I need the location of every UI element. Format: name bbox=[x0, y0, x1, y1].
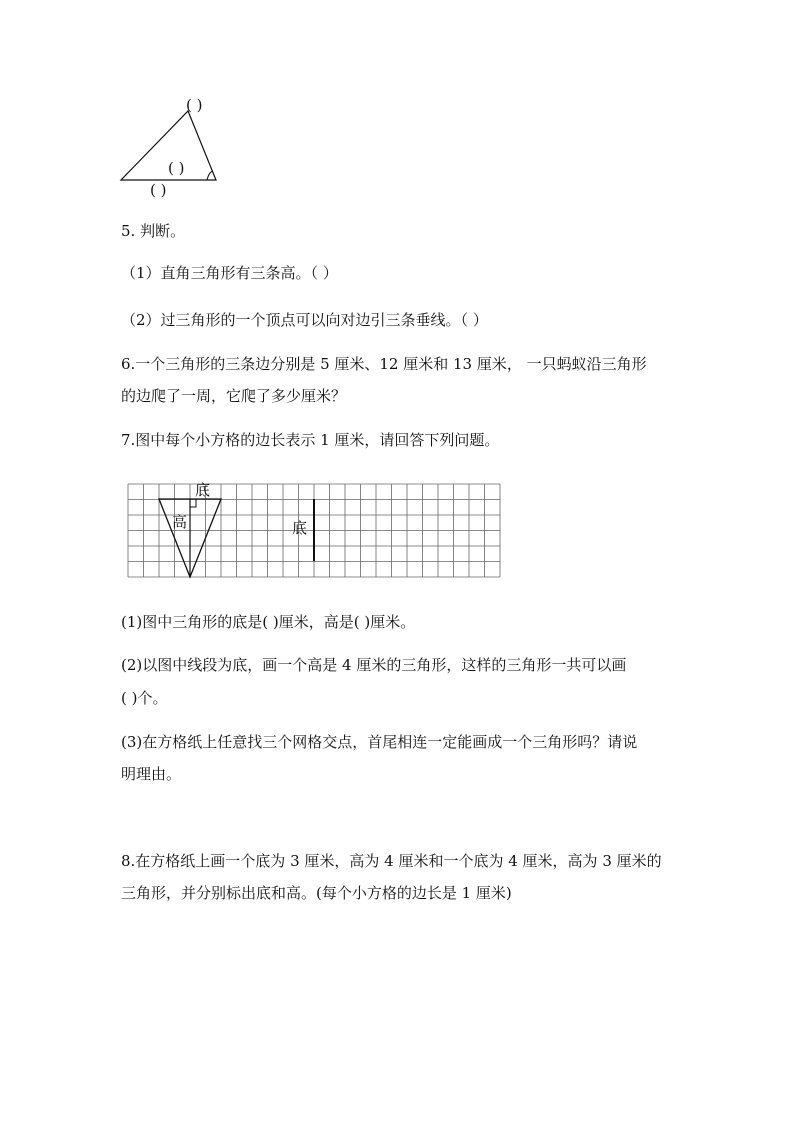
q6-line-2: 的边爬了一周，它爬了多少厘米？ bbox=[121, 387, 347, 405]
bottom-angle-blank: ( ) bbox=[168, 159, 185, 177]
q5-item-2: （2）过三角形的一个顶点可以向对边引三条垂线。（ ） bbox=[121, 311, 488, 329]
q7-sub-3-line-2: 明理由。 bbox=[121, 765, 182, 783]
label-base-segment: 底 bbox=[292, 519, 308, 537]
q7-title: 7.图中每个小方格的边长表示 1 厘米，请回答下列问题。 bbox=[121, 431, 500, 449]
label-base-top: 底 bbox=[195, 481, 211, 499]
q7-sub-1: (1)图中三角形的底是( )厘米，高是( )厘米。 bbox=[121, 613, 416, 631]
q6-line-1: 6.一个三角形的三条边分别是 5 厘米、12 厘米和 13 厘米， 一只蚂蚁沿三角形 bbox=[121, 355, 647, 373]
q8-line-1: 8.在方格纸上画一个底为 3 厘米，高为 4 厘米和一个底为 4 厘米，高为 3 厘米的 bbox=[121, 852, 662, 870]
right-angle-mark bbox=[190, 499, 196, 507]
q8-line-2: 三角形，并分别标出底和高。(每个小方格的边长是 1 厘米) bbox=[121, 884, 512, 902]
top-angle-blank: ( ) bbox=[186, 96, 203, 114]
q7-sub-2-line-2: ( )个。 bbox=[121, 689, 168, 707]
q7-sub-2-line-1: (2)以图中线段为底，画一个高是 4 厘米的三角形，这样的三角形一共可以画 bbox=[121, 656, 627, 674]
q5-title: 5. 判断。 bbox=[121, 222, 186, 240]
label-height: 高 bbox=[172, 513, 188, 531]
q5-item-1: （1）直角三角形有三条高。（ ） bbox=[121, 264, 338, 282]
base-blank: ( ) bbox=[150, 181, 167, 199]
q7-sub-3-line-1: (3)在方格纸上任意找三个网格交点，首尾相连一定能画成一个三角形吗？请说 bbox=[121, 733, 638, 751]
